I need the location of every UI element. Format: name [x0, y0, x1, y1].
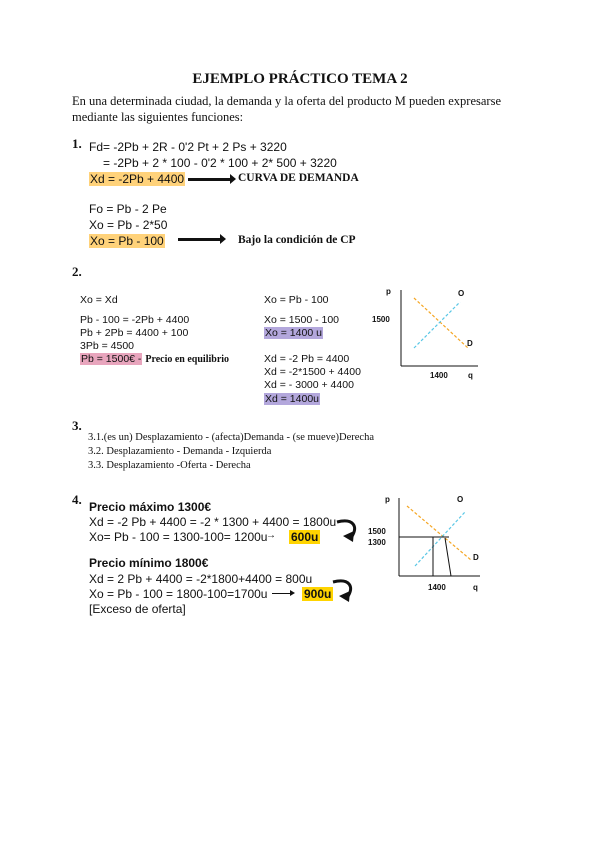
supply-quantity-result: Xo = 1400 u — [265, 327, 322, 339]
axis-p-label: p — [385, 495, 390, 504]
demand-line — [407, 506, 471, 560]
s2-left-line: 3Pb = 4500 — [80, 340, 135, 352]
equilibrium-graph — [370, 282, 490, 382]
demand-D-label: D — [467, 339, 473, 348]
arrow-icon — [188, 178, 232, 181]
excess-supply-note: [Exceso de oferta] — [89, 602, 186, 616]
min-price-supply: Xo = Pb - 100 = 1800-100=1700u — [89, 587, 268, 601]
surplus-result: 900u — [304, 587, 332, 601]
demand-D-label: D — [473, 553, 479, 562]
cp-condition-label: Bajo la condición de CP — [238, 234, 356, 246]
intro-line-1: En una determinada ciudad, la demanda y la oferta del producto M pueden expresarse — [72, 94, 501, 108]
supply-line — [414, 302, 460, 348]
s1-demand-result: Xd = -2Pb + 4400 — [90, 172, 185, 186]
page-title: EJEMPLO PRÁCTICO TEMA 2 — [192, 71, 408, 87]
s3-item: 3.2. Desplazamiento - Demanda - Izquierda — [88, 446, 272, 457]
axis-p-label: p — [386, 287, 391, 296]
max-price-supply: Xo= Pb - 100 = 1300-100= 1200u — [89, 530, 268, 544]
demand-curve-label: CURVA DE DEMANDA — [238, 172, 359, 184]
s2-mid2-line: Xd = -2*1500 + 4400 — [264, 366, 361, 378]
s2-left-line: Xo = Xd — [80, 294, 118, 306]
arrow-icon — [178, 238, 222, 241]
curved-arrow-icon — [333, 516, 361, 546]
price-control-graph — [365, 490, 495, 600]
s3-item: 3.1.(es un) Desplazamiento - (afecta)Demanda - (se mueve)Derecha — [88, 432, 374, 443]
s2-mid-line: Xo = 1500 - 100 — [264, 314, 340, 326]
price-1500-label: 1500 — [372, 315, 390, 324]
min-price-title: Precio mínimo 1800€ — [89, 556, 209, 570]
section-1-number: 1. — [72, 136, 82, 151]
supply-O-label: O — [457, 495, 464, 504]
demand-quantity-result: Xd = 1400u — [265, 393, 320, 405]
section-4-number: 4. — [72, 492, 82, 507]
s3-item: 3.3. Desplazamiento -Oferta - Derecha — [88, 460, 251, 471]
s1-demand-function: Fd= -2Pb + 2R - 0'2 Pt + 2 Ps + 3220 — [89, 140, 287, 154]
min-price-demand: Xd = 2 Pb + 4400 = -2*1800+4400 = 800u — [89, 572, 313, 586]
section-3-number: 3. — [72, 418, 82, 433]
qty-1400-label: 1400 — [428, 583, 446, 592]
price-1500-label: 1500 — [368, 527, 386, 536]
section-2-number: 2. — [72, 264, 82, 279]
equilibrium-price: Pb = 1500€ - Precio en equilibrio — [81, 353, 230, 365]
s2-mid2-line: Xd = - 3000 + 4400 — [264, 379, 354, 391]
s2-left-line: Pb - 100 = -2Pb + 4400 — [80, 314, 190, 326]
supply-line — [415, 512, 465, 566]
axis-q-label: q — [468, 371, 473, 380]
arrow-icon — [272, 593, 292, 594]
s1-demand-substitution: = -2Pb + 2 * 100 - 0'2 * 100 + 2* 500 + 3220 — [103, 156, 337, 170]
s2-mid2-line: Xd = -2 Pb = 4400 — [264, 353, 350, 365]
arrow-icon: → — [266, 530, 276, 541]
price-1300-label: 1300 — [368, 538, 386, 547]
arrow-head-icon — [230, 174, 236, 184]
supply-O-label: O — [458, 289, 465, 298]
s1-supply-substitution: Xo = Pb - 2*50 — [89, 218, 168, 232]
s1-supply-result: Xo = Pb - 100 — [90, 234, 164, 248]
max-price-demand: Xd = -2 Pb + 4400 = -2 * 1300 + 4400 = 1800u — [89, 515, 337, 529]
s2-mid-line: Xo = Pb - 100 — [264, 294, 329, 306]
qty-1400-label: 1400 — [430, 371, 448, 380]
axis-q-label: q — [473, 583, 478, 592]
s2-left-line: Pb + 2Pb = 4400 + 100 — [80, 327, 189, 339]
curved-arrow-icon — [329, 576, 357, 606]
max-price-title: Precio máximo 1300€ — [89, 500, 212, 514]
shortage-result: 600u — [291, 530, 319, 544]
arrow-head-icon — [220, 234, 226, 244]
arrow-head-icon — [290, 590, 295, 596]
s1-supply-function: Fo = Pb - 2 Pe — [89, 202, 167, 216]
intro-line-2: mediante las siguientes funciones: — [72, 110, 244, 124]
